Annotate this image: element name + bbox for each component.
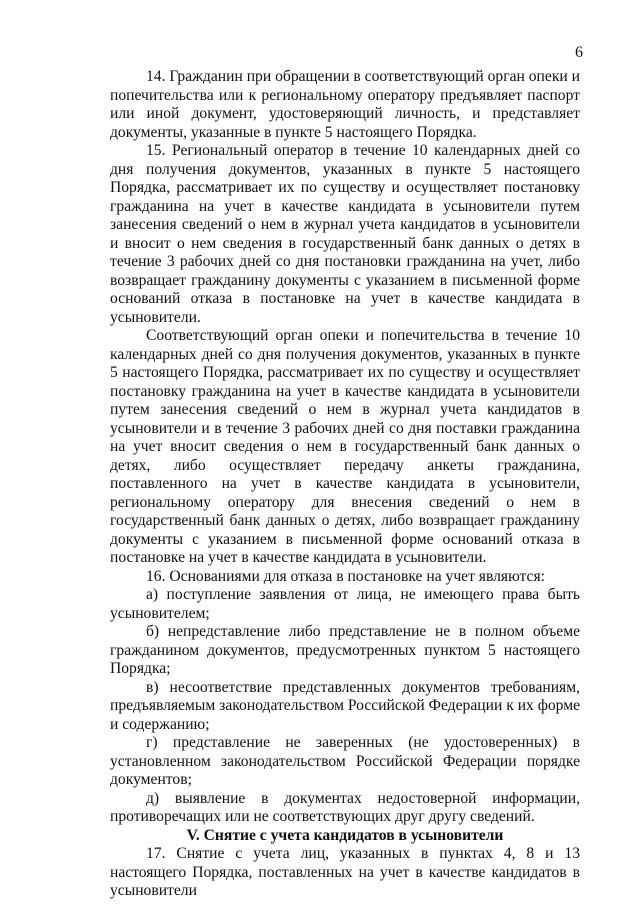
list-item-a: а) поступление заявления от лица, не имеющего права быть усыновителем; (110, 586, 580, 622)
paragraph-guardianship-body: Соответствующий орган опеки и попечительства в течение 10 календарных дней со дня получения документов, указанных в пункте 5 настоящего Порядка, рассматривает их по существу и осуществляет постановку гражданина на учет в качестве кандидата в усыновители путем занесения сведений о нем в журнал учета кандидатов в усыновители и в течение 3 рабочих дней со дня поставки гражданина на учет вносит сведения о нем в государственный банк данных о детях, либо осуществляет передачу анкеты гражданина, поставленного на учет в качестве кандидата в усыновители, региональному оператору для внесения сведений о нем в государственный банк данных о детях, либо возвращает гражданину документы с указанием в письменной форме оснований отказа в постановке на учет в качестве кандидата в усыновители. (110, 327, 580, 566)
list-item-d: д) выявление в документах недостоверной информации, противоречащих или не соответствующих друг другу сведений. (110, 789, 580, 825)
section-heading: V. Снятие с учета кандидатов в усыновители (186, 826, 504, 844)
list-item-v: в) несоответствие представленных документов требованиям, предъявляемым законодательством Российской Федерации к их форме и содержанию; (110, 678, 580, 733)
list-item-b: б) непредставление либо представление не в полном объеме гражданином документов, предусмотренных пунктом 5 настоящего Порядка; (110, 623, 580, 677)
paragraph-16: 16. Основаниями для отказа в постановке на учет являются: (146, 567, 545, 585)
document-body (110, 68, 580, 901)
list-item-g: г) представление не заверенных (не удостоверенных) в установленном законодательством Российской Федерации порядке документов; (110, 734, 580, 788)
paragraph-17: 17. Снятие с учета лиц, указанных в пунктах 4, 8 и 13 настоящего Порядка, поставленных на учет в качестве кандидатов в усыновители (110, 845, 580, 899)
paragraph-15: 15. Региональный оператор в течение 10 календарных дней со дня получения документов, указанных в пункте 5 настоящего Порядка, рассматривает их по существу и осуществляет постановку гражданина на учет в качестве кандидата в усыновители путем занесения сведений о нем в журнал учета кандидатов в усыновители и вносит о нем сведения в государственный банк данных о детях в течение 3 рабочих дней со дня постановки гражданина на учет, либо возвращает гражданину документы с указанием в письменной форме оснований отказа в постановке на учет в качестве кандидата в усыновители. (110, 142, 580, 326)
page-number: 6 (575, 44, 583, 61)
paragraph-14: 14. Гражданин при обращении в соответствующий орган опеки и попечительства или к региональному оператору предъявляет паспорт или иной документ, удостоверяющий личность, и представляет документы, указанные в пункте 5 настоящего Порядка. (110, 68, 580, 141)
